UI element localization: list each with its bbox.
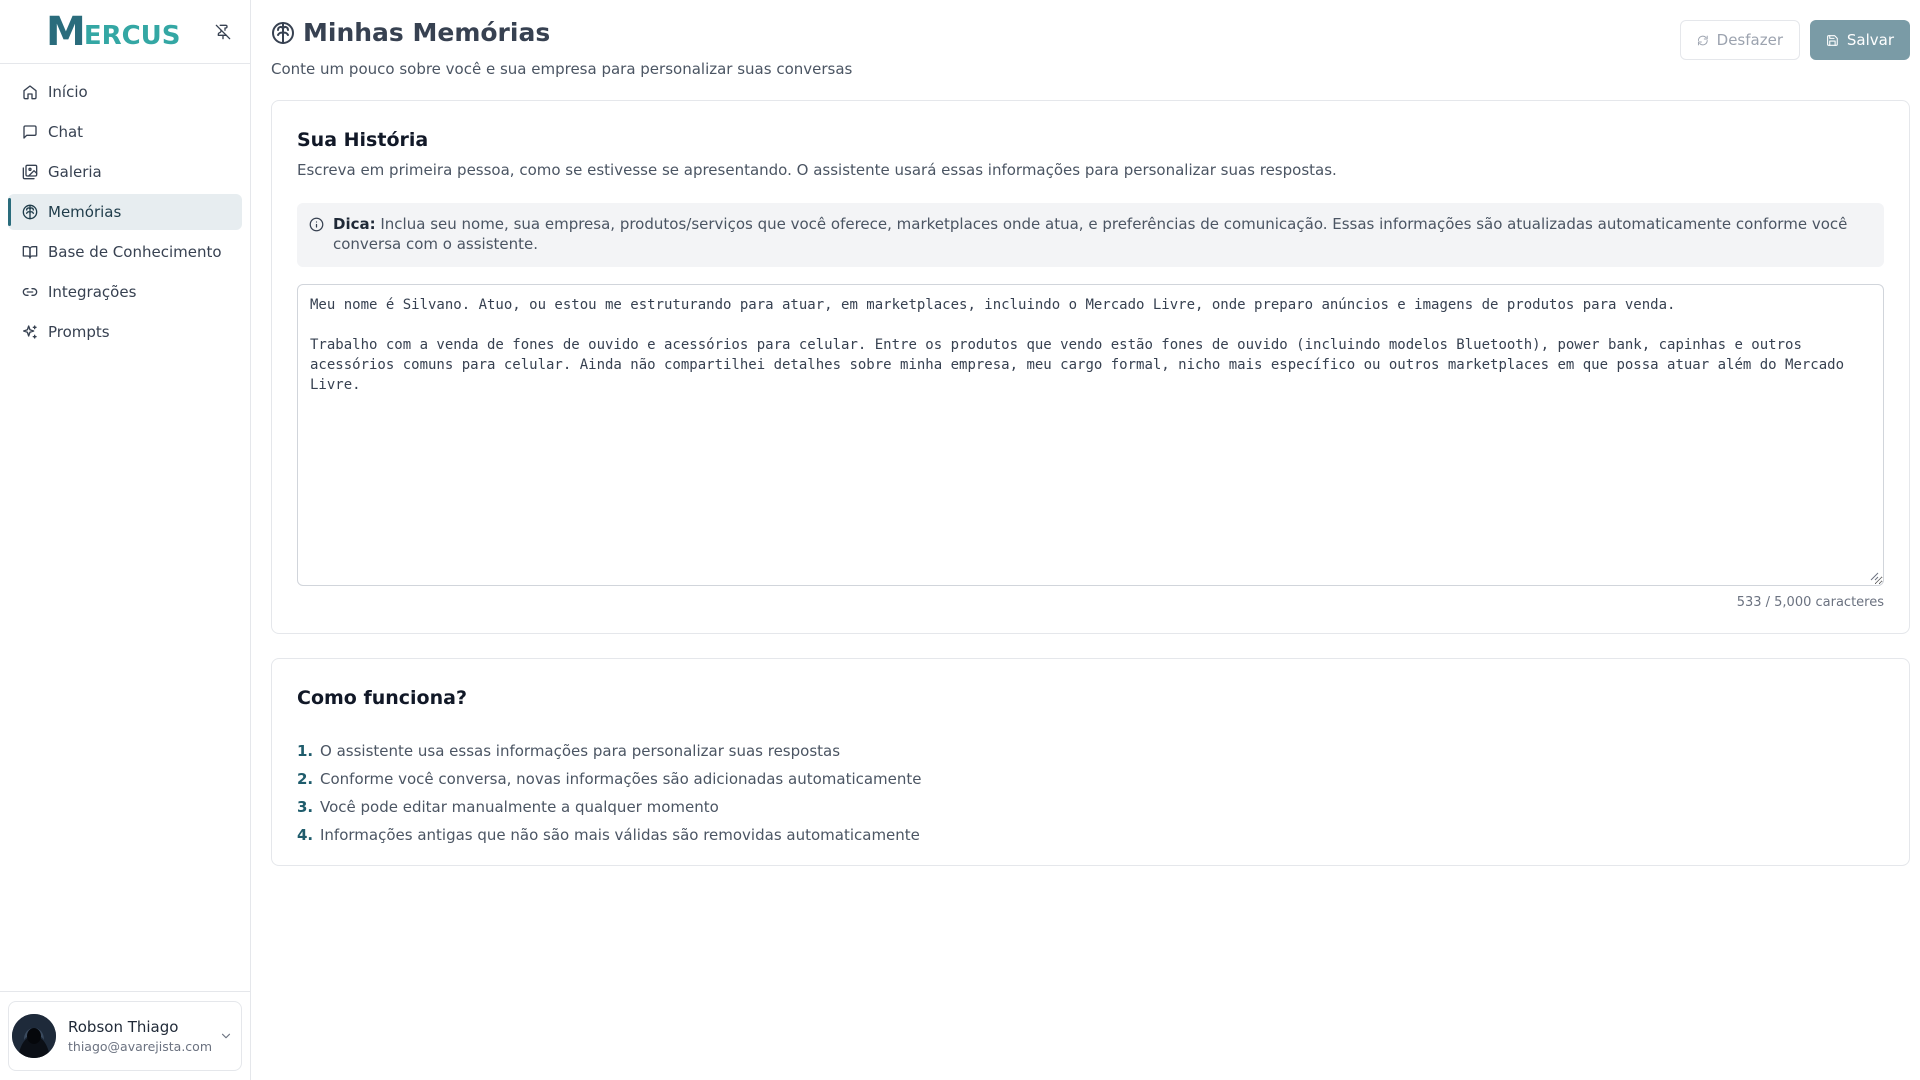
hooded-avatar-icon xyxy=(12,1014,56,1058)
page-header xyxy=(271,18,1910,78)
list-item xyxy=(297,793,922,821)
step-text: Conforme você conversa, novas informações são adicionadas automaticamente xyxy=(320,770,922,788)
sidebar-item-prompts[interactable] xyxy=(8,314,242,350)
home-icon xyxy=(22,84,38,100)
tip-box xyxy=(297,203,1884,267)
avatar xyxy=(12,1014,56,1058)
mercus-logo[interactable] xyxy=(46,8,181,55)
undo-button[interactable] xyxy=(1680,20,1800,60)
user-name: Robson Thiago xyxy=(68,1018,179,1036)
logo-text: ERCUS xyxy=(83,20,181,51)
char-count: 533 / 5,000 caracteres xyxy=(1736,595,1884,610)
main-content xyxy=(252,0,1920,1080)
step-text: O assistente usa essas informações para personalizar suas respostas xyxy=(320,742,841,760)
user-divider xyxy=(0,991,250,992)
gallery-icon xyxy=(22,164,38,180)
list-item xyxy=(297,821,922,849)
refresh-icon xyxy=(1697,33,1709,48)
history-textarea[interactable]: Meu nome é Silvano. Atuo, ou estou me estruturando para atuar, em marketplaces, incluindo o Mercado Livre, onde preparo anúncios e imagens de produtos para venda. Trabalho com a venda de fones de ouvido e acessórios para celular. Entre os produtos que vendo estão fones de ouvido (incluindo modelos Bluetooth), power bank, capinhas e outros acessórios comuns para celular. Ainda não compartilhei detalhes sobre minha empresa, meu cargo formal, nicho mais específico ou outros marketplaces em que possa atuar além do Mercado Livre. xyxy=(297,284,1884,586)
sidebar-item-chat[interactable] xyxy=(8,114,242,150)
sidebar-item-label: Memórias xyxy=(48,203,122,221)
logo-letter-m: M xyxy=(46,8,84,55)
history-card xyxy=(271,100,1910,634)
step-number: 3. xyxy=(297,798,314,816)
page-title xyxy=(271,18,1910,47)
sidebar-item-integracoes[interactable] xyxy=(8,274,242,310)
how-it-works-title: Como funciona? xyxy=(297,687,467,709)
chat-icon xyxy=(22,124,38,140)
save-label: Salvar xyxy=(1846,31,1894,49)
sidebar-item-label: Início xyxy=(48,83,88,101)
undo-label: Desfazer xyxy=(1716,31,1783,49)
save-button[interactable] xyxy=(1810,20,1910,60)
info-icon xyxy=(309,217,324,232)
sidebar-item-label: Prompts xyxy=(48,323,110,341)
sidebar-item-label: Chat xyxy=(48,123,84,141)
user-email: thiago@avarejista.com xyxy=(68,1039,213,1054)
link-icon xyxy=(22,284,38,300)
user-info xyxy=(68,1018,219,1054)
steps-list xyxy=(297,737,922,849)
user-menu[interactable] xyxy=(8,1001,242,1071)
sparkles-icon xyxy=(22,324,38,340)
sidebar-item-label: Galeria xyxy=(48,163,102,181)
resize-handle-icon[interactable] xyxy=(1869,571,1879,581)
brand-bar xyxy=(0,0,250,64)
sidebar-item-label: Base de Conhecimento xyxy=(48,243,222,261)
sidebar-item-galeria[interactable] xyxy=(8,154,242,190)
sidebar-item-base-de-conhecimento[interactable] xyxy=(8,234,242,270)
tip-text: Inclua seu nome, sua empresa, produtos/serviços que você oferece, marketplaces onde atua, e preferências de comunicação. Essas informações são atualizadas automaticamente conforme você conversa com o assistente. xyxy=(333,215,1848,253)
list-item xyxy=(297,737,922,765)
history-description: Escreva em primeira pessoa, como se estivesse se apresentando. O assistente usará essas informações para personalizar suas respostas. xyxy=(297,161,1337,179)
sidebar-item-label: Integrações xyxy=(48,283,137,301)
save-icon xyxy=(1826,33,1839,48)
header-actions xyxy=(1680,20,1910,60)
tip-label: Dica: xyxy=(333,215,376,233)
step-text: Você pode editar manualmente a qualquer momento xyxy=(320,798,719,816)
step-number: 4. xyxy=(297,826,314,844)
step-text: Informações antigas que não são mais válidas são removidas automaticamente xyxy=(320,826,920,844)
page-title-text: Minhas Memórias xyxy=(303,18,551,47)
unpin-sidebar-button[interactable] xyxy=(212,21,234,43)
history-title: Sua História xyxy=(297,129,429,151)
list-item xyxy=(297,765,922,793)
step-number: 2. xyxy=(297,770,314,788)
chevron-down-icon xyxy=(219,1029,233,1043)
book-icon xyxy=(22,244,38,260)
sidebar-item-memorias[interactable] xyxy=(8,194,242,230)
pin-off-icon xyxy=(215,24,231,40)
sidebar xyxy=(0,0,251,1080)
page-subtitle: Conte um pouco sobre você e sua empresa para personalizar suas conversas xyxy=(271,60,853,78)
how-it-works-card xyxy=(271,658,1910,866)
sidebar-item-inicio[interactable] xyxy=(8,74,242,110)
brain-icon xyxy=(271,21,295,45)
step-number: 1. xyxy=(297,742,314,760)
brain-icon xyxy=(22,204,38,220)
sidebar-nav xyxy=(0,64,250,364)
